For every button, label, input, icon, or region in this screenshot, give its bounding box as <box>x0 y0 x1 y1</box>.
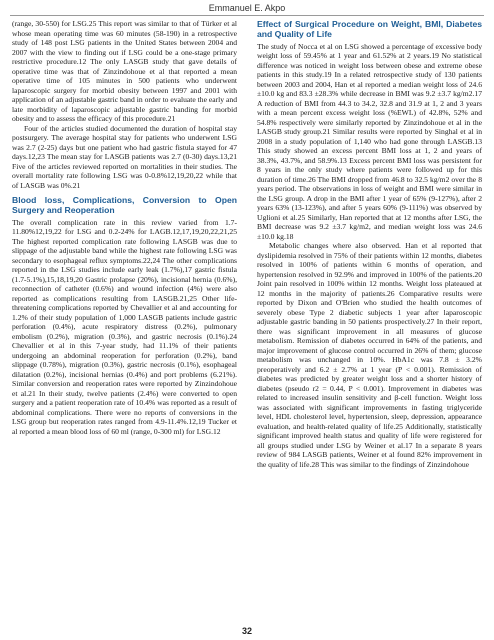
right-column <box>257 19 482 469</box>
header-rule <box>10 15 484 16</box>
section-heading-blood-loss: Blood loss, Complications, Conversion to Open Surgery and Reoperation <box>12 195 237 216</box>
page-number: 32 <box>241 626 252 636</box>
paragraph-hospital-stay: Four of the articles studied documented the duration of hospital stay postsurgery. The average hospital stay for patients who underwent LSG was 2.7 (2-25) days but one patient who had gastric fistula stayed for 47 days.12,23 The mean stay for LASGB patients was 2.7 (0-30) days.13,21 Five of the articles reviewed reported on mortalities in their studies. The overall mortality rate following LSG was 0-0.8%12,19,20,22 while that of LASGB was 0%.21 <box>12 123 237 190</box>
paragraph-weight-bmi: The study of Nocca et al on LSG showed a percentage of excessive body weight loss of 59.45% at 1 year and 61.52% at 2 years.19 No statistical difference was noticed in weight loss between obese and extreme obese patients in this study.19 In a related retrospective study of 130 patients between 2003 and 2004, Han et al reported a median weight loss of 24.6 ±10.0 kg and 83.3 ±28.3% while decrease in BMI was 9.2 ±3.7 kg/m2.17 A reduction of BMI from 44.3 to 34.2, 32.8 and 31.9 at 1, 2 and 3 years with a mean percent excess weight loss (%EWL) of 42.8%, 52% and 54.8% respectively were similarly reported by Zinzindohoue et al in the LASGB study group.21 Similar results were reported by Singhal et al in 2008 in a study population of 1,140 who had gone through LASGB.13 This study showed an excess percent BMI loss at 1, 2 and years of 38.3%, 43.7%, and 58.9%.13 Excess percent BMI loss was persistent for 8 years in the only study where patients were followed up for this duration of time.26 The BMI dropped from 46.8 to 32.5 kg/m2 over the 8 years period. The observations in loss of weight and BMI were similar in the LSG group. A drop in the BMI after 1 year of 65% (9-127%), after 2 years 63% (13-123%), and after 5 years 60% (9-111%) was observed by Uglioni et al.25 Similarly, Han reported that at 12 months after LSG, the BMI decrease was 9.2 ±3.7 kg/m2, and median weight loss was 24.6 ±10.0 kg.18 <box>257 41 482 241</box>
paragraph-complications: The overall complication rate in this review varied from 1.7-11.80%12,19,22 for LSG and 0.2-24% for LAGB.12,17,19,20,22,21,25 The highest reported complication rate following LASGB was due to slippage of the adjustable band while the highest rate following LSG was secondary to esophageal reflux symptoms.22,24 The other complications reported in the LSG studies include early leak (1.7%),17 gastric fistula (1.7-5.1%),15,18,19,20 Gastric prolapse (20%), incisional hernia (0.6%), reconnection of catheter (0.6%) and wound infection (4%) were also reported as complications resulting from LASGB.21,25 Other life-threatening complications reported by Chevallier et al and accounting for 1.2% of their study population of 1,000 LASGB patients include gastric perforation (0.4%), acute respiratory distress (0.2%), pulmonary embolism (0.2%), migration (0.3%), and gastric necrosis (0.1%).24 Chevallier et al in this 7-year study, had 11.1% of their patients undergoing an abdominal reoperation for perforation (0.2%), band slippage (0.78%), migration (0.3%), gastric necrosis (0.1%), esophageal dilatation (0.2%), incisional hernias (0.4%) and port problems (6.21%). Similar conversion and reoperation rates were reported by Zinzindohoue et al.21 In their study, twelve patients (2.4%) were converted to open surgery and a patient reoperation rate of 10.4% was reported as a result of abdominal complications. There were no reports of conversions in the LSG group but reoperation rates ranged from 4.9-11.4%.12,19 Tucker et al reported a mean blood loss of 60 ml (range, 0-300 ml) for LSG.12 <box>12 217 237 436</box>
paragraph-operative-time: (range, 30-550) for LSG.25 This report was similar to that of Türker et al whose mean operating time was 60 minutes (58-190) in a retrospective study of 148 post LSG patients in the United States between 2004 and 2007 with the view to finding out if LSG could be a one-stage primary restrictive procedure.12 The only LASGB study that gave details of operative time was that of Zinzindohoue et al that reported a mean operative time of 105 minutes in 500 patients who underwent laparoscopic surgery for morbid obesity between 1997 and 2001 with application of an adjustable gastric band in order to evaluate the early and late morbidity of laparoscopic adjustable gastric banding for morbid obesity and to assess the efficacy of this procedure.21 <box>12 19 237 123</box>
running-header: Emmanuel E. Akpo <box>208 3 286 13</box>
section-heading-effect: Effect of Surgical Procedure on Weight, BMI, Diabetes and Quality of Life <box>257 19 482 40</box>
left-column <box>12 19 237 436</box>
paragraph-metabolic: Metabolic changes where also observed. Han et al reported that dyslipidemia resolved in 75% of their patients within 12 months, diabetes resolved in 100% of patients within 6 months of operation, and hypertension resolved in 92.9% and improved in 100% of the patients.20 Joint pain resolved in 100% within 12 months. Weight loss plateaued at 12 months in the majority of patients.26 Comparative results were reported by Dixon and O'Brien who studied the health outcomes of severely obese Type 2 diabetic subjects 1 year after laparoscopic adjustable gastric banding in 50 patients prospectively.27 In their report, there was significant improvement in all measures of glucose metabolism. Remission of diabetes occurred in 64% of the patients, and major improvement of glucose control occurred in 26% of them; glucose metabolism was unchanged in 10%. HbA1c was 7.8 ± 3.2% preoperatively and 6.2 ± 2.7% at 1 year (P < 0.001). Remission of diabetes was predicted by greater weight loss and a shorter history of diabetes (pseudo r2 = 0.44, P < 0.001). Improvement in diabetes was related to increased insulin sensitivity and β-cell function. Weight loss was associated with significant improvements in fasting triglyceride level, HDL cholesterol level, hypertension, sleep, depression, appearance evaluation, and health-related quality of life.25 Additionally, statistically significant improved health status and quality of life were registered for all groups studied under LSG by Weiner et al.17 In a separate 8 years review of 984 LASGB patients, Weiner et al found 82% improvement in the quality of life.28 This was similar to the findings of Zinzindohoue <box>257 241 482 469</box>
